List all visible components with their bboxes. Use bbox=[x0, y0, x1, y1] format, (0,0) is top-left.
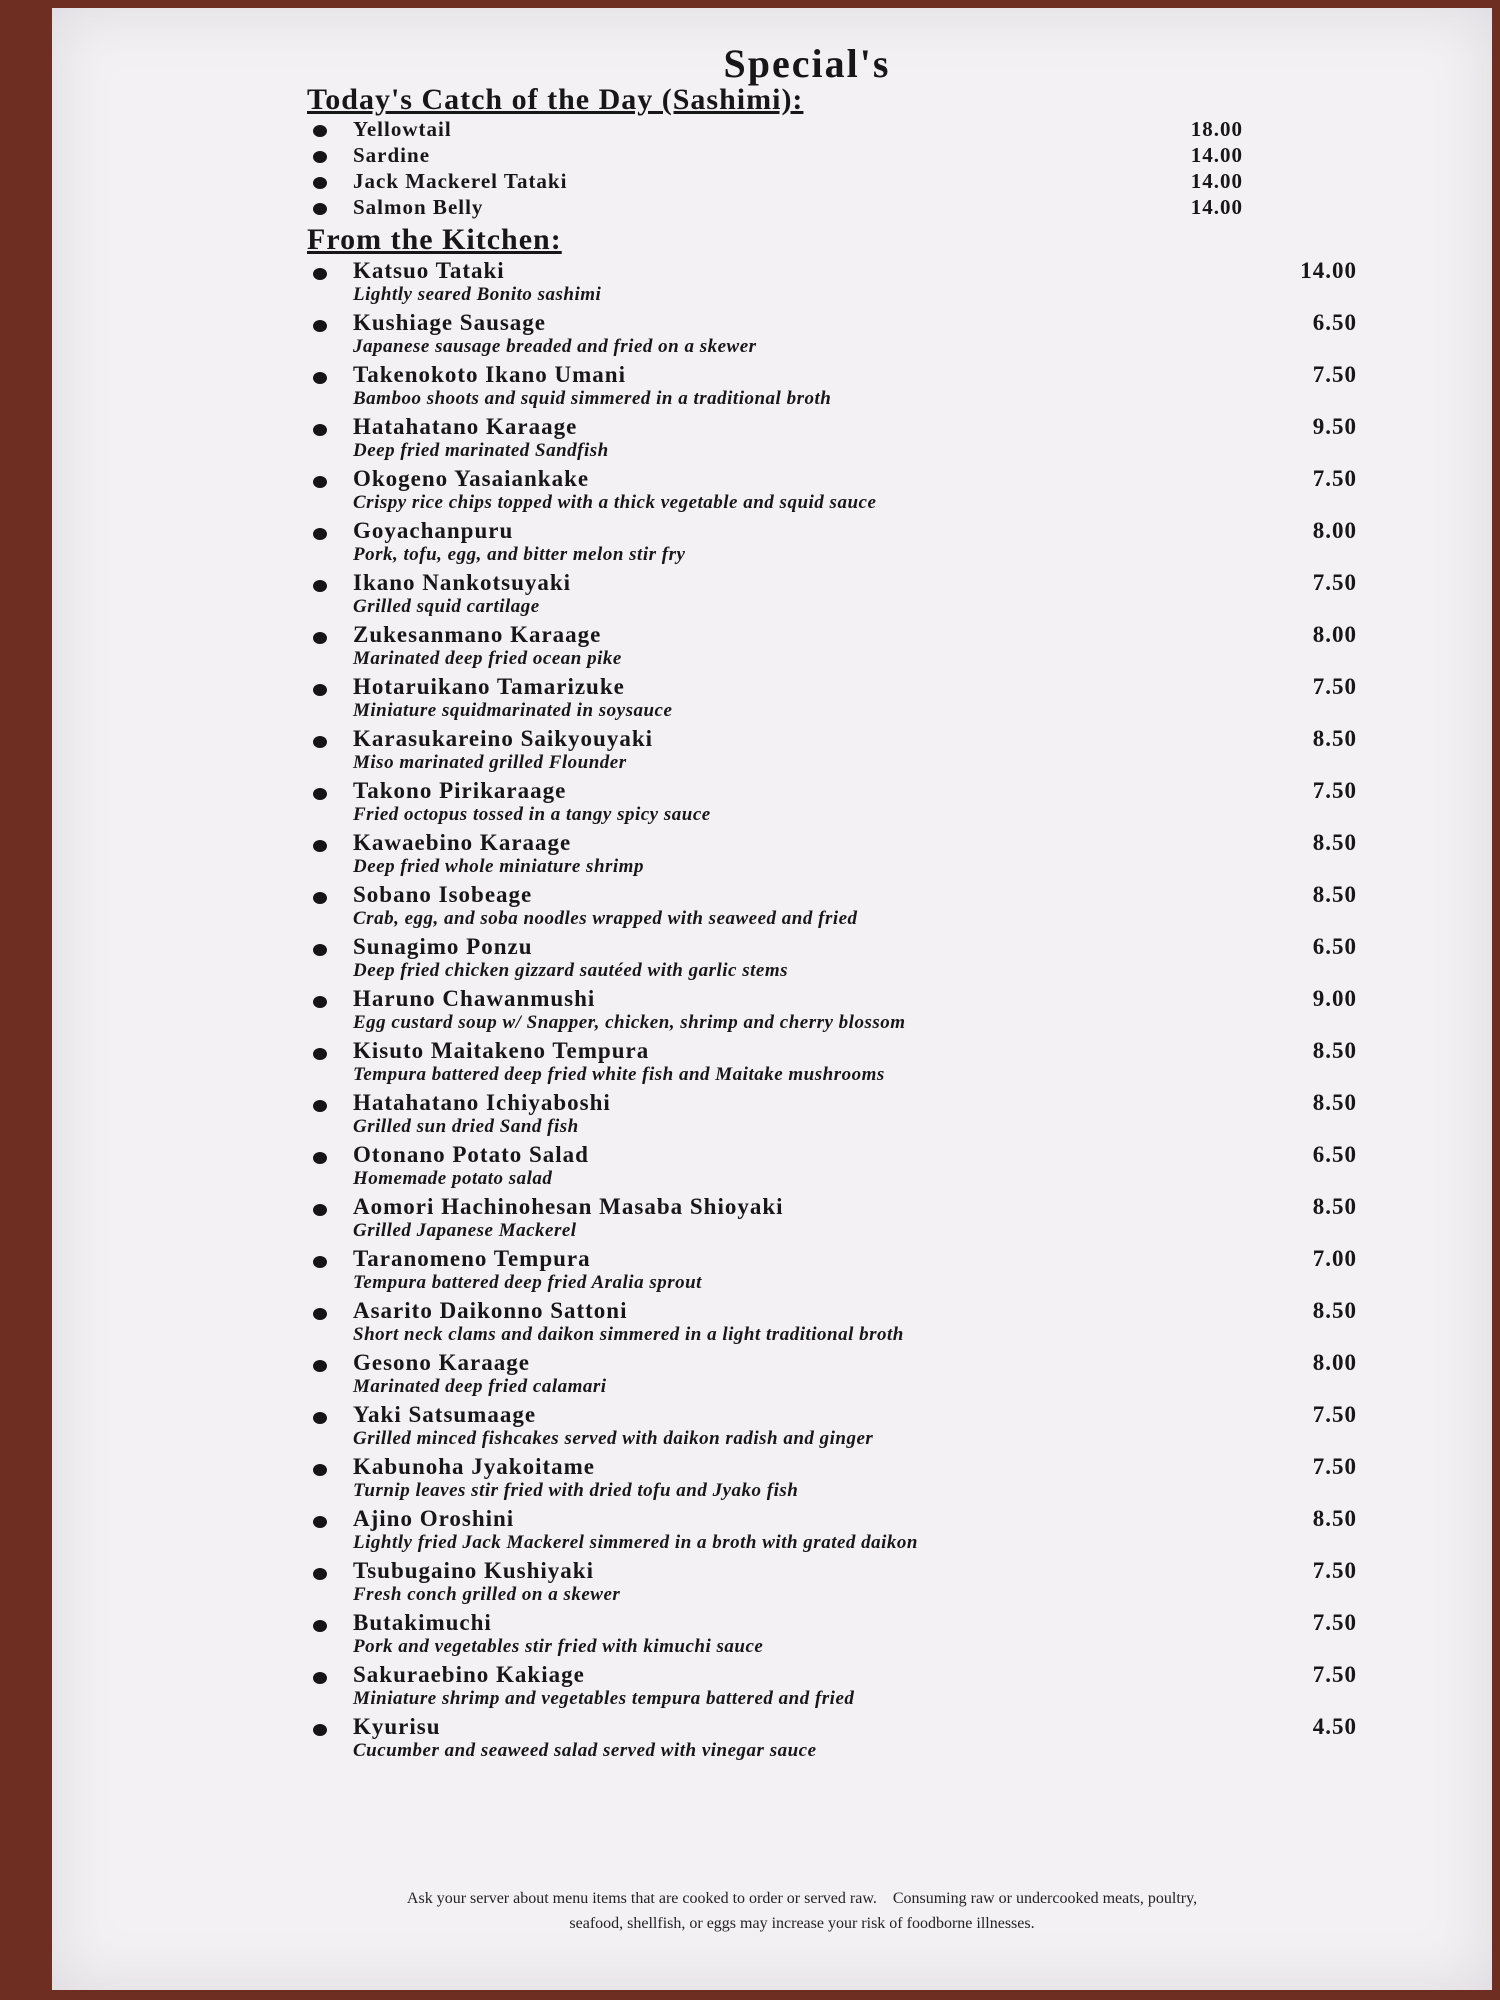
item-line bbox=[353, 1609, 1367, 1636]
bullet-icon bbox=[313, 372, 327, 384]
bullet-icon bbox=[313, 1672, 327, 1684]
item-name: Yellowtail bbox=[353, 117, 452, 141]
bullet-icon bbox=[313, 1464, 327, 1476]
item-line bbox=[353, 1661, 1367, 1688]
item-description: Marinated deep fried ocean pike bbox=[353, 648, 622, 669]
item-line bbox=[353, 1557, 1367, 1584]
item-price: 7.50 bbox=[1312, 570, 1357, 595]
bullet-icon bbox=[313, 788, 327, 800]
item-name: Ikano Nankotsuyaki bbox=[353, 570, 572, 595]
item-line bbox=[353, 1141, 1367, 1168]
item-description: Crispy rice chips topped with a thick vegetable and squid sauce bbox=[353, 492, 877, 513]
item-description: Egg custard soup w/ Snapper, chicken, shrimp and cherry blossom bbox=[353, 1012, 906, 1033]
item-line bbox=[353, 1193, 1367, 1220]
item-price: 8.50 bbox=[1312, 1298, 1357, 1323]
bullet-icon bbox=[313, 580, 327, 592]
bullet-icon bbox=[313, 268, 327, 280]
kitchen-heading: From the Kitchen: bbox=[307, 223, 562, 256]
bullet-icon bbox=[313, 151, 327, 163]
item-line bbox=[353, 413, 1367, 440]
item-name: Jack Mackerel Tataki bbox=[353, 169, 568, 193]
kitchen-item bbox=[307, 257, 1367, 306]
item-description: Crab, egg, and soba noodles wrapped with seaweed and fried bbox=[353, 908, 858, 929]
item-line bbox=[353, 829, 1367, 856]
item-line bbox=[353, 1713, 1367, 1740]
disclaimer-line-2: seafood, shellfish, or eggs may increase your risk of foodborne illnesses. bbox=[569, 1915, 1035, 1932]
kitchen-item bbox=[307, 621, 1367, 670]
item-price: 14.00 bbox=[1190, 195, 1243, 219]
item-line bbox=[353, 1505, 1367, 1532]
kitchen-item bbox=[307, 1141, 1367, 1190]
bullet-icon bbox=[313, 1568, 327, 1580]
item-name: Kawaebino Karaage bbox=[353, 830, 572, 855]
menu-title: Special's bbox=[723, 41, 891, 86]
item-line bbox=[353, 1037, 1367, 1064]
item-description: Grilled squid cartilage bbox=[353, 596, 540, 617]
bullet-icon bbox=[313, 892, 327, 904]
item-name: Karasukareino Saikyouyaki bbox=[353, 726, 654, 751]
item-name: Takono Pirikaraage bbox=[353, 778, 567, 803]
item-price: 4.50 bbox=[1312, 1714, 1357, 1739]
item-price: 8.50 bbox=[1312, 1194, 1357, 1219]
item-description: Japanese sausage breaded and fried on a skewer bbox=[353, 336, 757, 357]
item-name: Butakimuchi bbox=[353, 1610, 492, 1635]
item-description: Homemade potato salad bbox=[353, 1168, 553, 1189]
item-name: Katsuo Tataki bbox=[353, 258, 505, 283]
bullet-icon bbox=[313, 1308, 327, 1320]
item-name: Kisuto Maitakeno Tempura bbox=[353, 1038, 650, 1063]
item-line bbox=[353, 777, 1367, 804]
item-line bbox=[353, 985, 1367, 1012]
item-description: Deep fried chicken gizzard sautéed with garlic stems bbox=[353, 960, 789, 981]
item-description: Pork and vegetables stir fried with kimuchi sauce bbox=[353, 1636, 764, 1657]
menu-sheet bbox=[52, 8, 1492, 1990]
bullet-icon bbox=[313, 944, 327, 956]
bullet-icon bbox=[313, 632, 327, 644]
item-name: Goyachanpuru bbox=[353, 518, 514, 543]
kitchen-item bbox=[307, 1557, 1367, 1606]
item-price: 8.50 bbox=[1312, 1506, 1357, 1531]
kitchen-item bbox=[307, 1661, 1367, 1710]
bullet-icon bbox=[313, 1412, 327, 1424]
item-description: Deep fried whole miniature shrimp bbox=[353, 856, 644, 877]
bullet-icon bbox=[313, 125, 327, 137]
disclaimer bbox=[232, 1886, 1372, 1936]
item-line bbox=[353, 1089, 1367, 1116]
disclaimer-line-1: Ask your server about menu items that are cooked to order or served raw. Consuming raw or undercooked meats, poultry, bbox=[406, 1890, 1198, 1907]
item-price: 8.50 bbox=[1312, 1090, 1357, 1115]
item-description: Miniature squidmarinated in soysauce bbox=[353, 700, 673, 721]
item-price: 8.00 bbox=[1312, 518, 1357, 543]
item-line bbox=[353, 1297, 1367, 1324]
bullet-icon bbox=[313, 1048, 327, 1060]
kitchen-item bbox=[307, 1401, 1367, 1450]
item-price: 14.00 bbox=[1190, 169, 1243, 193]
item-description: Marinated deep fried calamari bbox=[353, 1376, 607, 1397]
item-name: Zukesanmano Karaage bbox=[353, 622, 602, 647]
item-description: Cucumber and seaweed salad served with vinegar sauce bbox=[353, 1740, 817, 1761]
kitchen-item bbox=[307, 361, 1367, 410]
item-description: Lightly seared Bonito sashimi bbox=[353, 284, 602, 305]
item-price: 7.50 bbox=[1312, 1662, 1357, 1687]
kitchen-item bbox=[307, 1505, 1367, 1554]
item-line bbox=[353, 465, 1367, 492]
item-description: Short neck clams and daikon simmered in a light traditional broth bbox=[353, 1324, 904, 1345]
menu-content bbox=[307, 40, 1367, 1765]
kitchen-item bbox=[307, 1297, 1367, 1346]
item-price: 14.00 bbox=[1190, 143, 1243, 167]
kitchen-list bbox=[307, 257, 1367, 1762]
kitchen-item bbox=[307, 1193, 1367, 1242]
kitchen-item bbox=[307, 777, 1367, 826]
kitchen-item bbox=[307, 309, 1367, 358]
item-description: Grilled minced fishcakes served with daikon radish and ginger bbox=[353, 1428, 874, 1449]
kitchen-item bbox=[307, 933, 1367, 982]
item-line bbox=[353, 569, 1367, 596]
item-name: Gesono Karaage bbox=[353, 1350, 530, 1375]
bullet-icon bbox=[313, 1100, 327, 1112]
item-line bbox=[353, 1245, 1367, 1272]
bullet-icon bbox=[313, 424, 327, 436]
item-price: 6.50 bbox=[1312, 934, 1357, 959]
kitchen-item bbox=[307, 569, 1367, 618]
item-price: 7.50 bbox=[1312, 466, 1357, 491]
item-description: Grilled sun dried Sand fish bbox=[353, 1116, 579, 1137]
item-description: Fried octopus tossed in a tangy spicy sauce bbox=[353, 804, 711, 825]
item-line bbox=[353, 621, 1367, 648]
item-price: 7.50 bbox=[1312, 1454, 1357, 1479]
item-price: 8.50 bbox=[1312, 1038, 1357, 1063]
bullet-icon bbox=[313, 320, 327, 332]
item-price: 8.50 bbox=[1312, 726, 1357, 751]
item-price: 9.50 bbox=[1312, 414, 1357, 439]
item-description: Bamboo shoots and squid simmered in a traditional broth bbox=[353, 388, 832, 409]
bullet-icon bbox=[313, 840, 327, 852]
bullet-icon bbox=[313, 736, 327, 748]
item-line bbox=[353, 257, 1367, 284]
kitchen-item bbox=[307, 1037, 1367, 1086]
item-name: Hotaruikano Tamarizuke bbox=[353, 674, 625, 699]
bullet-icon bbox=[313, 1360, 327, 1372]
catch-item bbox=[307, 143, 1253, 169]
kitchen-item bbox=[307, 413, 1367, 462]
item-description: Deep fried marinated Sandfish bbox=[353, 440, 609, 461]
item-line bbox=[353, 933, 1367, 960]
kitchen-item bbox=[307, 673, 1367, 722]
item-price: 6.50 bbox=[1312, 310, 1357, 335]
item-name: Kyurisu bbox=[353, 1714, 441, 1739]
item-price: 7.50 bbox=[1312, 674, 1357, 699]
item-name: Yaki Satsumaage bbox=[353, 1402, 537, 1427]
item-price: 9.00 bbox=[1312, 986, 1357, 1011]
item-name: Haruno Chawanmushi bbox=[353, 986, 596, 1011]
item-name: Kushiage Sausage bbox=[353, 310, 547, 335]
item-name: Sardine bbox=[353, 143, 431, 167]
kitchen-item bbox=[307, 1609, 1367, 1658]
kitchen-item bbox=[307, 881, 1367, 930]
catch-list bbox=[307, 117, 1367, 221]
item-name: Okogeno Yasaiankake bbox=[353, 466, 590, 491]
bullet-icon bbox=[313, 476, 327, 488]
item-description: Turnip leaves stir fried with dried tofu and Jyako fish bbox=[353, 1480, 799, 1501]
bullet-icon bbox=[313, 996, 327, 1008]
bullet-icon bbox=[313, 1516, 327, 1528]
item-price: 7.00 bbox=[1312, 1246, 1357, 1271]
item-name: Sobano Isobeage bbox=[353, 882, 533, 907]
item-name: Otonano Potato Salad bbox=[353, 1142, 589, 1167]
item-name: Salmon Belly bbox=[353, 195, 484, 219]
item-line bbox=[353, 1401, 1367, 1428]
item-line bbox=[353, 309, 1367, 336]
catch-item bbox=[307, 195, 1253, 221]
item-name: Ajino Oroshini bbox=[353, 1506, 515, 1531]
catch-item bbox=[307, 117, 1253, 143]
item-price: 8.00 bbox=[1312, 1350, 1357, 1375]
item-price: 7.50 bbox=[1312, 362, 1357, 387]
item-description: Grilled Japanese Mackerel bbox=[353, 1220, 577, 1241]
item-description: Tempura battered deep fried Aralia sprout bbox=[353, 1272, 702, 1293]
item-name: Sakuraebino Kakiage bbox=[353, 1662, 585, 1687]
item-line bbox=[353, 673, 1367, 700]
bullet-icon bbox=[313, 1152, 327, 1164]
item-price: 8.50 bbox=[1312, 830, 1357, 855]
bullet-icon bbox=[313, 177, 327, 189]
item-price: 7.50 bbox=[1312, 1402, 1357, 1427]
item-name: Asarito Daikonno Sattoni bbox=[353, 1298, 628, 1323]
kitchen-item bbox=[307, 985, 1367, 1034]
item-price: 8.00 bbox=[1312, 622, 1357, 647]
kitchen-item bbox=[307, 1349, 1367, 1398]
item-price: 6.50 bbox=[1312, 1142, 1357, 1167]
item-description: Lightly fried Jack Mackerel simmered in a broth with grated daikon bbox=[353, 1532, 918, 1553]
item-line bbox=[353, 881, 1367, 908]
item-name: Tsubugaino Kushiyaki bbox=[353, 1558, 594, 1583]
item-price: 14.00 bbox=[1300, 258, 1357, 283]
item-name: Takenokoto Ikano Umani bbox=[353, 362, 626, 387]
catch-heading: Today's Catch of the Day (Sashimi): bbox=[307, 83, 804, 116]
item-line bbox=[353, 361, 1367, 388]
bullet-icon bbox=[313, 1256, 327, 1268]
bullet-icon bbox=[313, 684, 327, 696]
item-price: 18.00 bbox=[1190, 117, 1243, 141]
catch-item bbox=[307, 169, 1253, 195]
item-description: Miso marinated grilled Flounder bbox=[353, 752, 627, 773]
item-description: Miniature shrimp and vegetables tempura battered and fried bbox=[353, 1688, 855, 1709]
kitchen-item bbox=[307, 725, 1367, 774]
kitchen-item bbox=[307, 829, 1367, 878]
bullet-icon bbox=[313, 528, 327, 540]
item-name: Aomori Hachinohesan Masaba Shioyaki bbox=[353, 1194, 784, 1219]
item-description: Tempura battered deep fried white fish and Maitake mushrooms bbox=[353, 1064, 885, 1085]
item-name: Sunagimo Ponzu bbox=[353, 934, 533, 959]
item-price: 7.50 bbox=[1312, 778, 1357, 803]
kitchen-item bbox=[307, 1089, 1367, 1138]
item-line bbox=[353, 1349, 1367, 1376]
item-name: Hatahatano Ichiyaboshi bbox=[353, 1090, 611, 1115]
item-line bbox=[353, 1453, 1367, 1480]
kitchen-item bbox=[307, 1453, 1367, 1502]
item-price: 7.50 bbox=[1312, 1610, 1357, 1635]
item-price: 7.50 bbox=[1312, 1558, 1357, 1583]
kitchen-item bbox=[307, 1713, 1367, 1762]
item-line bbox=[353, 725, 1367, 752]
item-line bbox=[353, 517, 1367, 544]
item-name: Kabunoha Jyakoitame bbox=[353, 1454, 596, 1479]
item-price: 8.50 bbox=[1312, 882, 1357, 907]
kitchen-item bbox=[307, 1245, 1367, 1294]
bullet-icon bbox=[313, 1204, 327, 1216]
item-description: Pork, tofu, egg, and bitter melon stir fry bbox=[353, 544, 686, 565]
item-name: Hatahatano Karaage bbox=[353, 414, 578, 439]
item-description: Fresh conch grilled on a skewer bbox=[353, 1584, 621, 1605]
bullet-icon bbox=[313, 203, 327, 215]
bullet-icon bbox=[313, 1724, 327, 1736]
bullet-icon bbox=[313, 1620, 327, 1632]
kitchen-item bbox=[307, 517, 1367, 566]
item-name: Taranomeno Tempura bbox=[353, 1246, 591, 1271]
kitchen-item bbox=[307, 465, 1367, 514]
